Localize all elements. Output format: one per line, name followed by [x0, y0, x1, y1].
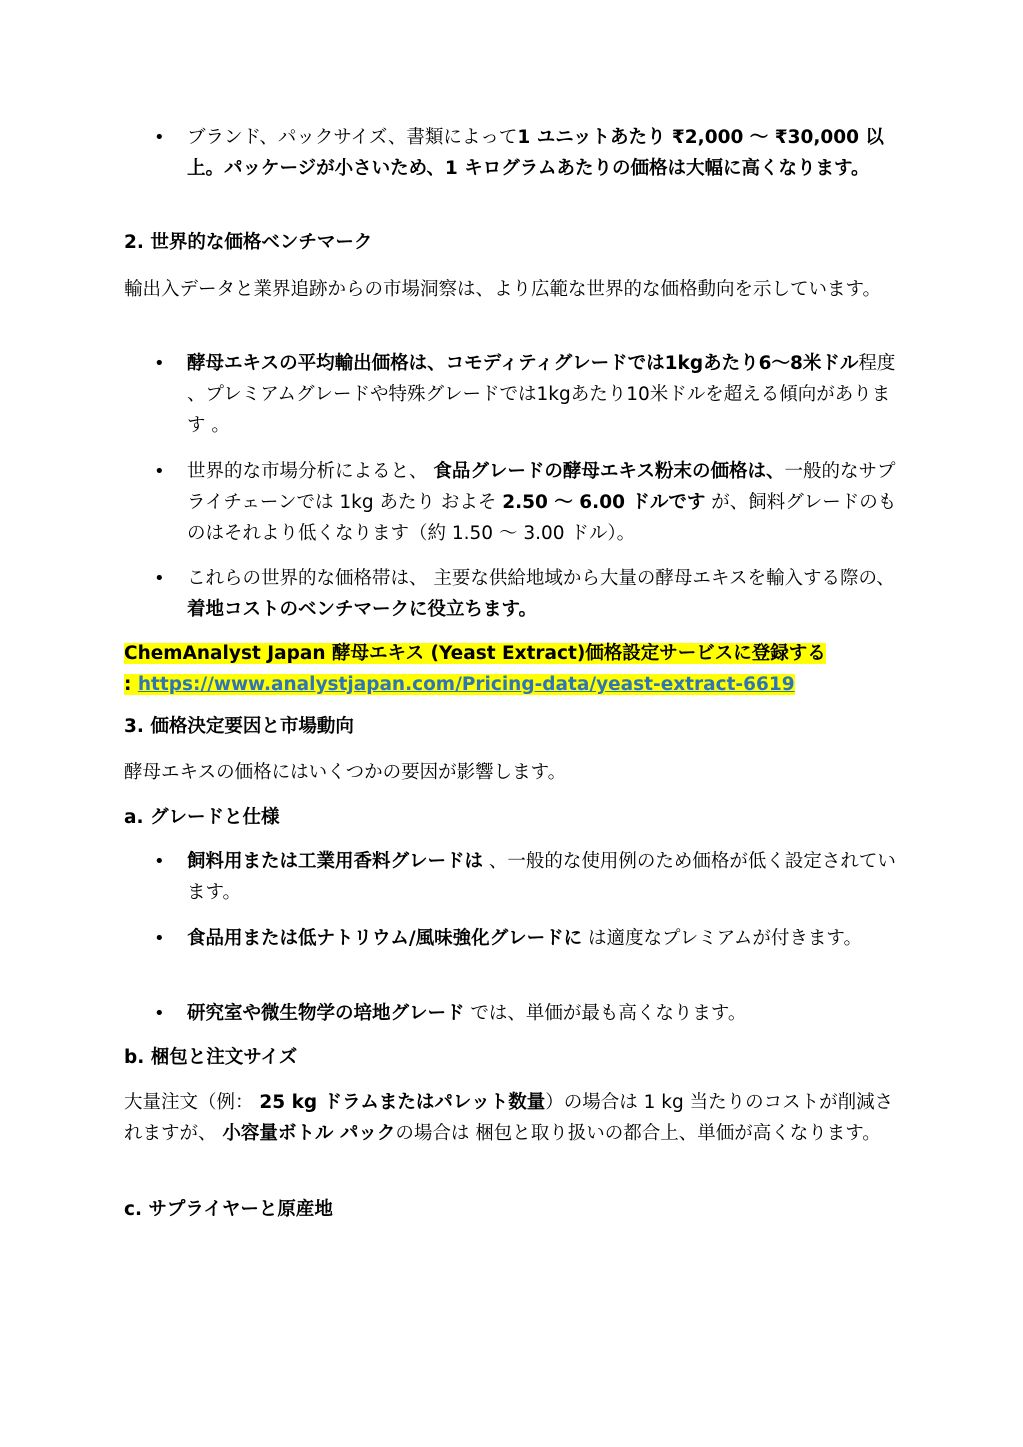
bullet-marker: • [154, 851, 165, 872]
section-heading: 3. 価格決定要因と市場動向 [124, 716, 354, 737]
paragraph: 輸出入データと業界追跡からの市場洞察は、より広範な世界的な価格動向を示しています。 [124, 279, 882, 300]
bullet-marker: • [154, 928, 165, 949]
subsection-heading: c. サプライヤーと原産地 [124, 1199, 333, 1220]
promo-block: ChemAnalyst Japan 酵母エキス (Yeast Extract)価格設定サービスに登録する : https://www.analystjapan.com/Pricing-data/yeast-extract-6619 [124, 643, 826, 695]
paragraph: 酵母エキスの価格にはいくつかの要因が影響します。 [124, 762, 567, 783]
list-item: 研究室や微生物学の培地グレード では、単価が最も高くなります。 [187, 1003, 747, 1024]
paragraph: 大量注文（例： 25 kg ドラムまたはパレット数量）の場合は 1 kg 当たりのコストが削減されますが、 小容量ボトル パックの場合は 梱包と取り扱いの都合上、単価が高くなります。 [124, 1092, 894, 1144]
section-heading: 2. 世界的な価格ベンチマーク [124, 232, 373, 253]
list-item: 酵母エキスの平均輸出価格は、コモディティグレードでは1kgあたり6〜8米ドル程度 、プレミアムグレードや特殊グレードでは1kgあたり10米ドルを超える傾向があります 。 [187, 353, 896, 436]
subsection-heading: a. グレードと仕様 [124, 807, 280, 828]
list-item: 世界的な市場分析によると、 食品グレードの酵母エキス粉末の価格は、一般的なサプライチェーンでは 1kg あたり およそ 2.50 〜 6.00 ドルです が、飼料グレードのものはそれより低くなります（約 1.50 〜 3.00 ドル）。 [187, 461, 897, 544]
list-item: 飼料用または工業用香料グレードは 、一般的な使用例のため価格が低く設定されています。 [187, 851, 896, 903]
bullet-marker: • [154, 353, 165, 374]
bullet-marker: • [154, 461, 165, 482]
pricing-link[interactable]: https://www.analystjapan.com/Pricing-data/yeast-extract-6619 [137, 674, 795, 695]
list-item: これらの世界的な価格帯は、 主要な供給地域から大量の酵母エキスを輸入する際の、着地コストのベンチマークに役立ちます。 [187, 568, 895, 620]
promo-text: ChemAnalyst Japan 酵母エキス (Yeast Extract)価格設定サービスに登録する [124, 643, 826, 664]
bullet-marker: • [154, 1003, 165, 1024]
bullet-marker: • [154, 568, 165, 589]
list-item: 食品用または低ナトリウム/風味強化グレードに は適度なプレミアムが付きます。 [187, 928, 862, 949]
subsection-heading: b. 梱包と注文サイズ [124, 1047, 298, 1068]
bullet-marker: • [154, 127, 165, 148]
list-item: ブランド、パックサイズ、書類によって1 ユニットあたり ₹2,000 〜 ₹30,000 以上。パッケージが小さいため、1 キログラムあたりの価格は大幅に高くなります。 [187, 127, 884, 179]
